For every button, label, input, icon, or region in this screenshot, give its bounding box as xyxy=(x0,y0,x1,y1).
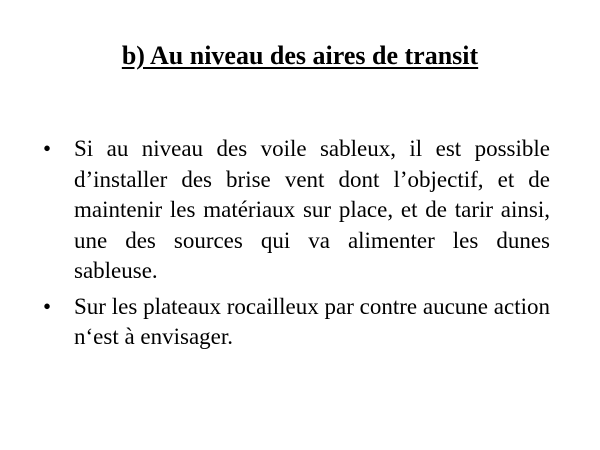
bullet-text: Si au niveau des voile sableux, il est possible d’installer des brise vent dont l’objectif, et de maintenir les matériaux sur place, et de tarir ainsi, une des sources qui va alimenter les dunes sableuse. xyxy=(74,136,550,283)
list-item xyxy=(40,134,550,287)
bullet-dot-icon: • xyxy=(43,293,52,319)
bullet-list xyxy=(40,134,550,358)
bullet-dot-icon: • xyxy=(43,136,52,161)
list-item xyxy=(40,292,550,353)
bullet-text: Sur les plateaux rocailleux par contre aucune action n‘est à envisager. xyxy=(74,293,550,349)
slide-title: b) Au niveau des aires de transit xyxy=(121,41,479,70)
